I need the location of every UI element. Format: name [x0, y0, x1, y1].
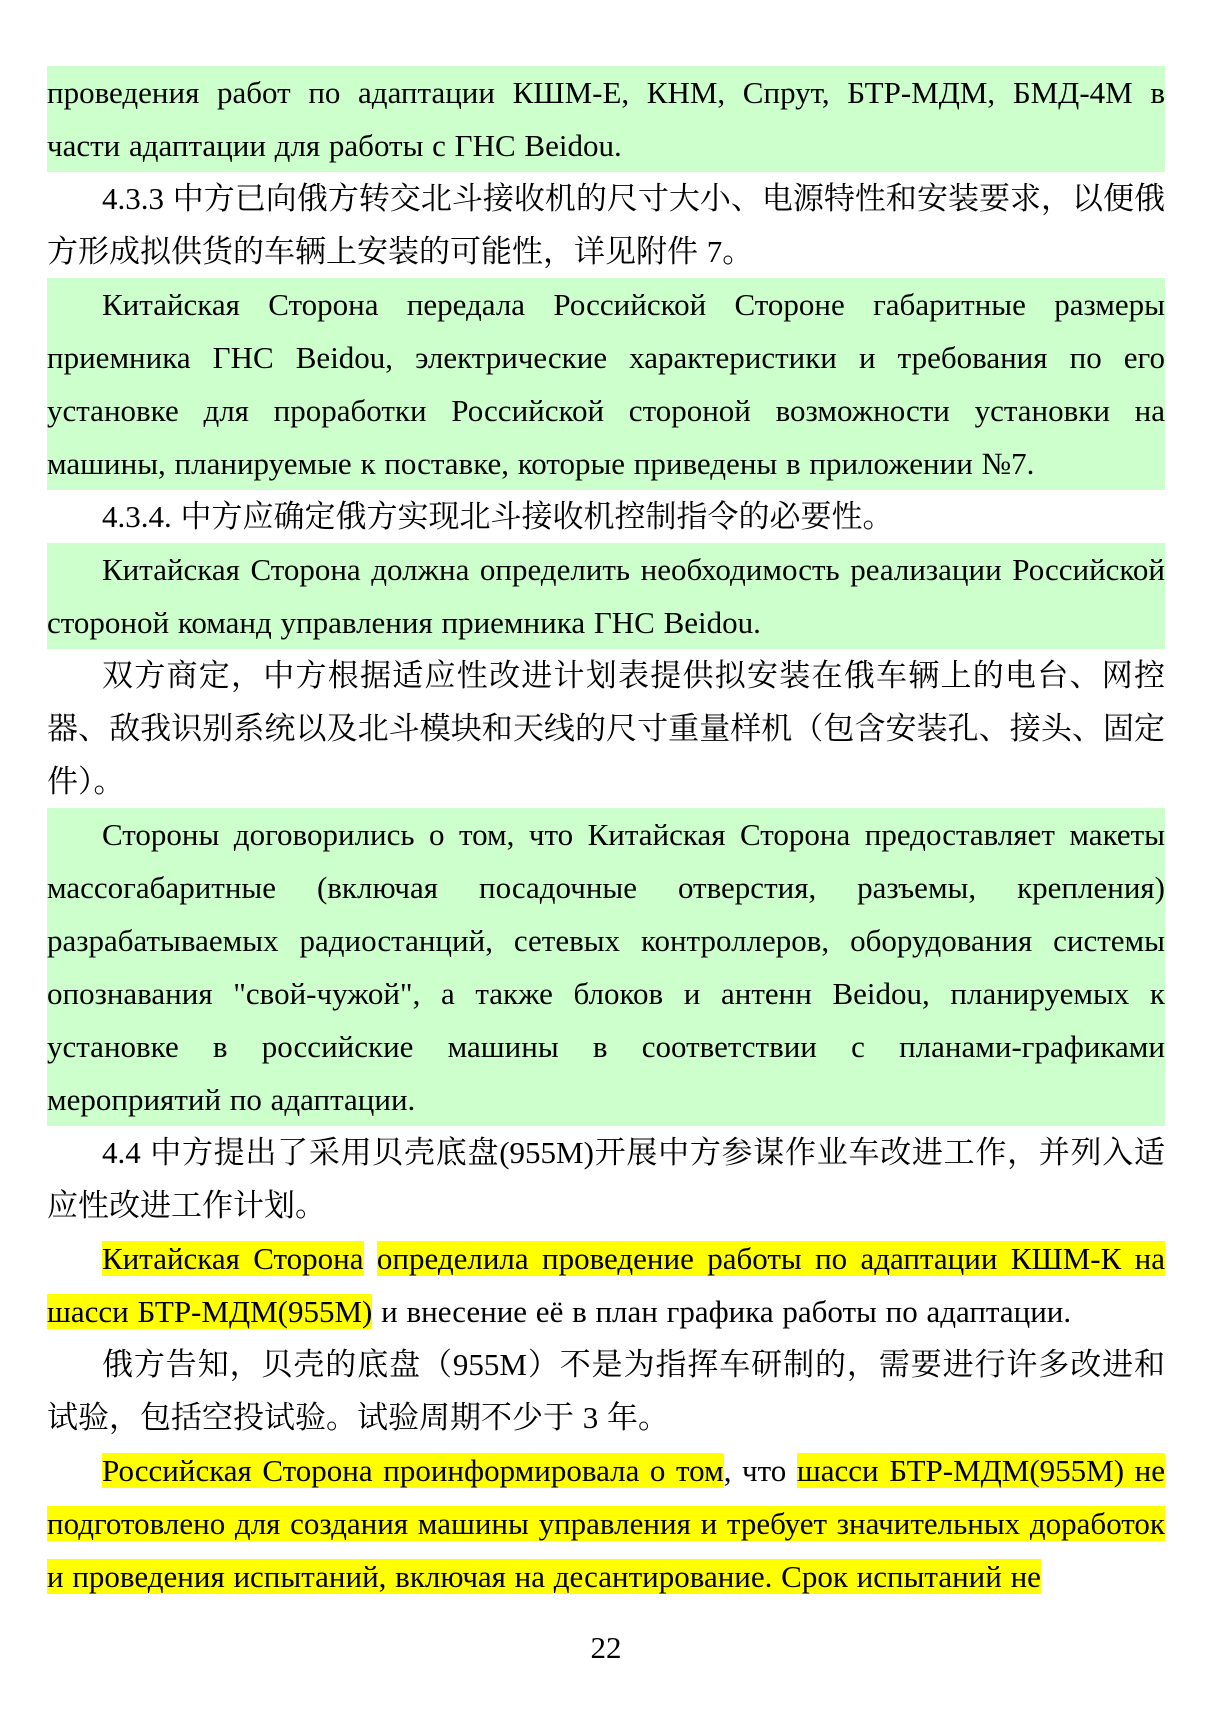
- text-run: 双方商定，中方根据适应性改进计划表提供拟安装在俄车辆上的电台、网控器、敌我识别系统以及北斗模块和天线的尺寸重量样机（包含安装孔、接头、固定件）。: [47, 658, 1165, 799]
- paragraph-green-highlight: [47, 543, 1165, 649]
- page-number: 22: [590, 1630, 622, 1665]
- yellow-highlighted-text: определила проведение работы по адаптации КШМ-К на шасси БТР-МДМ(955М): [47, 1241, 1166, 1329]
- yellow-highlighted-text: Китайская Сторона: [102, 1241, 364, 1276]
- text-run: и внесение её в план графика работы по адаптации.: [372, 1294, 1072, 1329]
- paragraph-green-highlight: [47, 66, 1165, 172]
- text-run: Китайская Сторона должна определить необходимость реализации Российской стороной команд управления приемника ГНС Beidou.: [47, 552, 1165, 640]
- text-run: 4.4 中方提出了采用贝壳底盘(955M)开展中方参谋作业车改进工作，并列入适应性改进工作计划。: [47, 1135, 1165, 1223]
- yellow-highlighted-text: Российская Сторона проинформировала о том: [102, 1453, 724, 1488]
- paragraph-green-highlight: [47, 278, 1165, 490]
- text-run: , что: [723, 1453, 797, 1488]
- paragraph-plain: [47, 490, 1165, 543]
- paragraph-partial-yellow-highlight: [47, 1444, 1165, 1603]
- paragraph-plain: [47, 1338, 1165, 1444]
- text-run: 俄方告知，贝壳的底盘（955M）不是为指挥车研制的，需要进行许多改进和试验，包括空投试验。试验周期不少于 3 年。: [47, 1347, 1165, 1435]
- text-run: Китайская Сторона передала Российской Стороне габаритные размеры приемника ГНС Beidou, электрические характеристики и требования по его установке для проработки Российской стороной возможности установки на машины, планируемые к поставке, которые приведены в приложении №7.: [47, 287, 1165, 481]
- text-run: 4.3.4. 中方应确定俄方实现北斗接收机控制指令的必要性。: [102, 499, 894, 534]
- text-run: Стороны договорились о том, что Китайская Сторона предоставляет макеты массогабаритные (включая посадочные отверстия, разъемы, крепления) разрабатываемых радиостанций, сетевых контроллеров, оборудования системы опознавания "свой-чужой", а также блоков и антенн Beidou, планируемых к установке в российские машины в соответствии с планами-графиками мероприятий по адаптации.: [47, 817, 1165, 1117]
- paragraph-plain: [47, 1126, 1165, 1232]
- text-run: [364, 1241, 377, 1276]
- paragraph-partial-yellow-highlight: [47, 1232, 1165, 1338]
- paragraph-plain: [47, 649, 1165, 808]
- paragraph-plain: [47, 172, 1165, 278]
- text-run: проведения работ по адаптации КШМ-Е, КНМ, Спрут, БТР-МДМ, БМД-4М в части адаптации для работы с ГНС Beidou.: [47, 75, 1165, 163]
- text-run: 4.3.3 中方已向俄方转交北斗接收机的尺寸大小、电源特性和安装要求，以便俄方形成拟供货的车辆上安装的可能性，详见附件 7。: [47, 181, 1165, 269]
- yellow-highlighted-text: шасси БТР-МДМ(955М) не подготовлено для создания машины управления и требует значительных доработок и проведения испытаний, включая на десантирование. Срок испытаний не: [47, 1453, 1166, 1594]
- paragraph-green-highlight: [47, 808, 1165, 1126]
- document-content: [47, 66, 1165, 1603]
